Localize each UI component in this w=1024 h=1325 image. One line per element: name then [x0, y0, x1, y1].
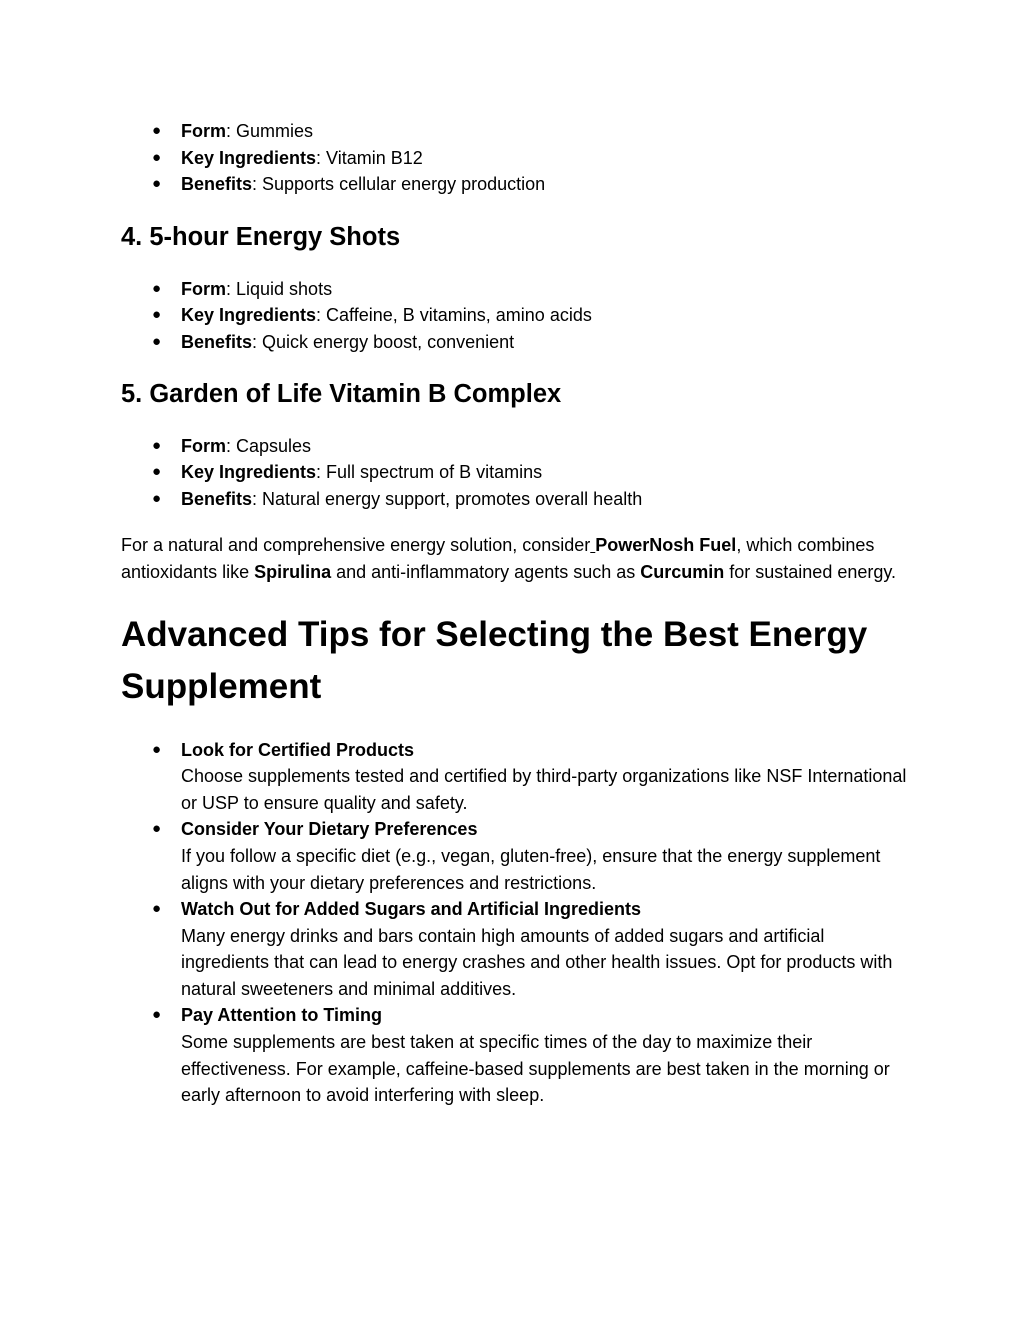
tip-body: Many energy drinks and bars contain high amounts of added sugars and artificial ingredients that can lead to energy crashes and other health issues. Opt for products with natural sweeteners and minimal additives.	[181, 925, 893, 999]
detail-label: Key Ingredients	[181, 462, 317, 483]
ingredient-spirulina: Spirulina	[254, 561, 332, 582]
list-item	[121, 816, 911, 896]
list-item	[121, 433, 911, 460]
detail-label: Benefits	[181, 331, 253, 352]
detail-label: Key Ingredients	[181, 147, 317, 168]
detail-value: : Vitamin B12	[316, 147, 423, 168]
tip-body: Some supplements are best taken at specific times of the day to maximize their effectiveness. For example, caffeine-based supplements are best taken in the morning or early afternoon to avoid interfering with sleep.	[181, 1032, 890, 1106]
detail-value: : Supports cellular energy production	[252, 174, 546, 195]
detail-label: Key Ingredients	[181, 305, 317, 326]
list-item	[121, 896, 911, 1002]
detail-label: Form	[181, 435, 226, 456]
detail-value: : Caffeine, B vitamins, amino acids	[316, 305, 592, 326]
section3-details	[121, 118, 911, 198]
detail-value: : Quick energy boost, convenient	[252, 331, 515, 352]
section5-details	[121, 433, 911, 513]
tip-title: ● Watch Out for Added Sugars and Artificial Ingredients	[181, 899, 642, 920]
detail-value: : Liquid shots	[226, 278, 333, 299]
section4-heading: 4. 5-hour Energy Shots	[121, 222, 401, 251]
ingredient-curcumin: Curcumin	[640, 561, 725, 582]
tip-title: ● Pay Attention to Timing	[181, 1005, 382, 1026]
detail-label: Form	[181, 121, 226, 141]
recommendation-text: and anti-inflammatory agents such as	[331, 561, 641, 582]
detail-label: Form	[181, 278, 226, 299]
list-item	[121, 459, 911, 486]
tip-title: ● Consider Your Dietary Preferences	[181, 819, 478, 840]
product-name: PowerNosh Fuel	[595, 535, 737, 556]
list-item	[121, 145, 911, 172]
list-item	[121, 486, 911, 513]
list-item	[121, 171, 911, 198]
section5-heading: 5. Garden of Life Vitamin B Complex	[121, 379, 562, 408]
recommendation-paragraph	[121, 532, 911, 585]
list-item	[121, 118, 911, 145]
detail-value: : Natural energy support, promotes overall health	[252, 488, 643, 509]
advanced-tips-heading: Advanced Tips for Selecting the Best Energy Supplement	[121, 614, 868, 706]
recommendation-text: for sustained energy.	[724, 561, 897, 582]
document-page	[121, 118, 911, 1109]
tip-body: If you follow a specific diet (e.g., vegan, gluten-free), ensure that the energy supplement aligns with your dietary preferences and restrictions.	[181, 845, 881, 893]
tip-title: ● Look for Certified Products	[181, 739, 415, 760]
detail-value: : Capsules	[226, 435, 312, 456]
advanced-tips-list	[121, 737, 911, 1109]
detail-value: : Full spectrum of B vitamins	[316, 462, 543, 483]
recommendation-text: For a natural and comprehensive energy solution, consider	[121, 535, 591, 556]
section4-details	[121, 276, 911, 356]
list-item	[121, 737, 911, 817]
detail-label: Benefits	[181, 174, 253, 195]
recommendation-text: , which combines antioxidants like	[121, 535, 875, 582]
detail-label: Benefits	[181, 488, 253, 509]
list-item	[121, 276, 911, 303]
list-item	[121, 1002, 911, 1108]
list-item	[121, 329, 911, 356]
list-item	[121, 302, 911, 329]
detail-value: : Gummies	[226, 121, 314, 141]
tip-body: Choose supplements tested and certified by third-party organizations like NSF International or USP to ensure quality and safety.	[181, 766, 907, 813]
